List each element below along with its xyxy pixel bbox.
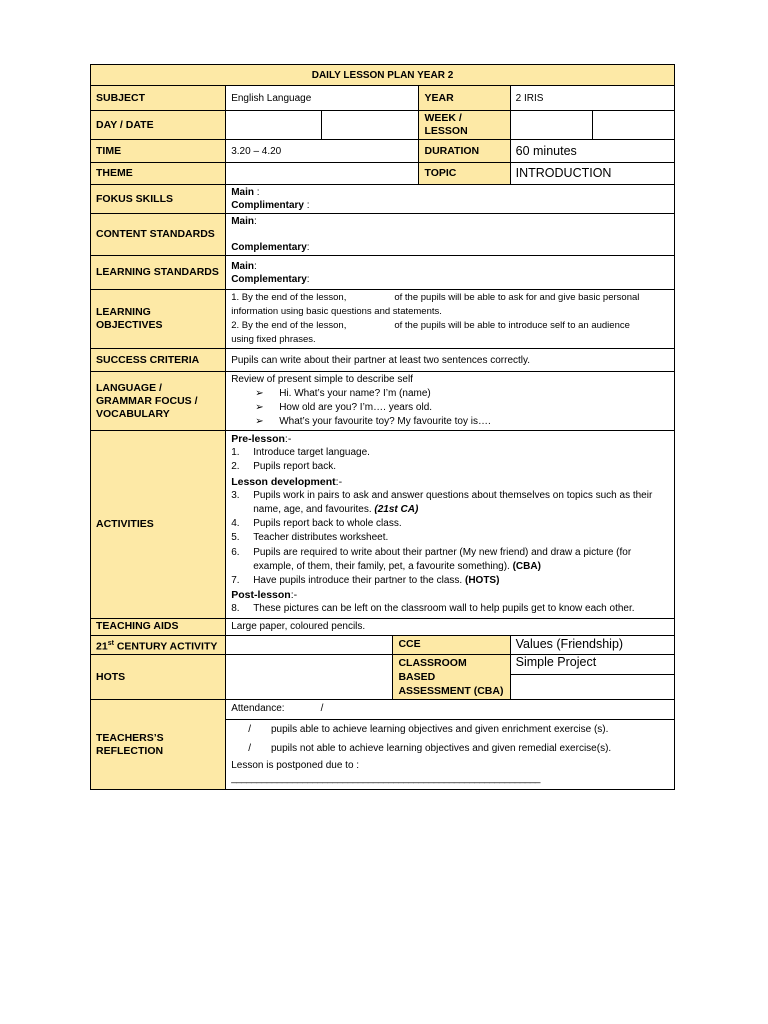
- cce-label: CCE: [393, 635, 510, 655]
- activities-label: ACTIVITIES: [91, 431, 226, 619]
- learning-standards-label: LEARNING STANDARDS: [91, 256, 226, 290]
- topic-value: INTRODUCTION: [510, 163, 674, 185]
- list-item: [231, 415, 669, 429]
- time-value: 3.20 – 4.20: [226, 140, 419, 163]
- page-title: DAILY LESSON PLAN YEAR 2: [91, 65, 675, 86]
- theme-label: THEME: [91, 163, 226, 185]
- lesson-value: [592, 111, 674, 140]
- not-able-slash: /: [248, 743, 251, 755]
- objective-2-start: 2. By the end of the lesson,: [231, 320, 347, 331]
- fokus-comp-suffix: :: [304, 200, 310, 211]
- cba-cell: [510, 655, 674, 700]
- item-number: 3.: [231, 489, 240, 501]
- cce-value: Values (Friendship): [510, 635, 674, 655]
- content-main-label: Main: [231, 216, 254, 227]
- century-label-sup: st: [107, 639, 114, 647]
- objective-1-start: 1. By the end of the lesson,: [231, 292, 347, 303]
- list-item: [231, 546, 669, 574]
- fokus-main-label: Main: [231, 187, 254, 198]
- list-item: [231, 387, 669, 401]
- teaching-aids-label: TEACHING AIDS: [91, 618, 226, 635]
- postponed-reason-line: _____________________________________________________________: [231, 773, 540, 785]
- item-number: 8.: [231, 603, 240, 615]
- post-lesson-list: [231, 602, 669, 616]
- ls-main-suffix: :: [253, 260, 257, 272]
- century-activity-label: [91, 635, 226, 655]
- able-slash: /: [248, 724, 251, 736]
- item-number: 4.: [231, 518, 240, 530]
- reflection-cell: [226, 700, 675, 790]
- item-text: Pupils report back.: [253, 461, 337, 473]
- lesson-plan-table: [90, 64, 675, 790]
- day-value: [226, 111, 322, 140]
- year-value: 2 IRIS: [510, 86, 674, 111]
- subject-value: English Language: [226, 86, 419, 111]
- list-item: [231, 574, 669, 588]
- language-focus-intro: Review of present simple to describe self: [231, 374, 413, 385]
- item-text: Introduce target language.: [253, 447, 370, 459]
- pre-lesson-heading: Pre-lesson: [231, 433, 285, 445]
- list-item: [231, 446, 669, 460]
- century-activity-value: [226, 635, 393, 655]
- time-label: TIME: [91, 140, 226, 163]
- postponed-text: Lesson is postponed due to :: [231, 760, 360, 772]
- year-label: YEAR: [419, 86, 510, 111]
- learning-objectives-label: LEARNING OBJECTIVES: [91, 290, 226, 349]
- able-line: [226, 720, 674, 738]
- activities-value: [226, 431, 675, 619]
- list-item: [231, 602, 669, 616]
- item-text: These pictures can be left on the classroom wall to help pupils get to know each other.: [253, 603, 635, 615]
- learning-standards-value: [226, 256, 675, 290]
- duration-value: 60 minutes: [510, 140, 674, 163]
- content-standards-label: CONTENT STANDARDS: [91, 214, 226, 256]
- not-able-line: [226, 738, 674, 757]
- item-tag: (21st CA): [374, 504, 419, 516]
- week-lesson-label: WEEK / LESSON: [419, 111, 510, 140]
- ls-comp-label: Complementary: [231, 273, 307, 285]
- attendance-slash: /: [320, 703, 324, 715]
- language-focus-item-text: How old are you? I’m…. years old.: [279, 402, 433, 413]
- duration-label: DURATION: [419, 140, 510, 163]
- subject-label: SUBJECT: [91, 86, 226, 111]
- teaching-aids-value: Large paper, coloured pencils.: [226, 618, 675, 635]
- fokus-comp-label: Complimentary: [231, 200, 304, 211]
- fokus-skills-label: FOKUS SKILLS: [91, 185, 226, 214]
- objective-1-end: of the pupils will be able to ask for and give basic personal: [394, 292, 640, 303]
- list-item: [231, 401, 669, 415]
- language-focus-item-text: Hi. What’s your name? I’m (name): [279, 388, 431, 399]
- success-criteria-value: Pupils can write about their partner at least two sentences correctly.: [226, 349, 675, 372]
- item-number: 6.: [231, 546, 240, 558]
- objective-2-cont: using fixed phrases.: [231, 334, 316, 345]
- lesson-plan-document: [90, 64, 675, 790]
- item-number: 1.: [231, 447, 240, 459]
- objective-2-end: of the pupils will be able to introduce self to an audience: [394, 320, 630, 331]
- item-number: 7.: [231, 575, 240, 587]
- language-focus-value: [226, 372, 675, 431]
- content-comp-label: Complementary: [231, 242, 307, 253]
- item-tag: (CBA): [512, 560, 541, 572]
- pre-lesson-suffix: :-: [284, 433, 292, 445]
- item-number: 2.: [231, 461, 240, 473]
- learning-objectives-value: [226, 290, 675, 349]
- item-text: Pupils work in pairs to ask and answer questions about themselves on topics such as their name, age, and favourites.: [253, 489, 653, 516]
- not-able-text: pupils not able to achieve learning objectives and given remedial exercise(s).: [270, 743, 612, 755]
- hots-value: [226, 655, 393, 700]
- fokus-skills-value: [226, 185, 675, 214]
- success-criteria-label: SUCCESS CRITERIA: [91, 349, 226, 372]
- content-main-suffix: :: [253, 216, 257, 227]
- objective-1-cont: information using basic questions and statements.: [231, 306, 442, 317]
- arrow-bullet-icon: ➢: [255, 388, 264, 399]
- century-label-number: 21: [96, 640, 108, 653]
- list-item: [231, 531, 669, 545]
- lesson-development-heading: Lesson development: [231, 475, 336, 488]
- item-number: 5.: [231, 532, 240, 544]
- lesson-development-suffix: :-: [335, 475, 343, 488]
- reflection-label: TEACHERS’S REFLECTION: [91, 700, 226, 790]
- language-focus-list: [231, 387, 669, 429]
- theme-value: [226, 163, 419, 185]
- cba-value: Simple Project: [511, 655, 674, 675]
- content-comp-suffix: :: [306, 242, 310, 253]
- list-item: [231, 489, 669, 517]
- list-item: [231, 460, 669, 474]
- attendance-label: Attendance:: [231, 703, 285, 715]
- attendance-line: [226, 700, 674, 720]
- able-text: pupils able to achieve learning objectives and given enrichment exercise (s).: [270, 724, 609, 736]
- pre-lesson-list: [231, 446, 669, 474]
- century-label-rest: CENTURY ACTIVITY: [113, 640, 218, 653]
- topic-label: TOPIC: [419, 163, 510, 185]
- item-text: Teacher distributes worksheet.: [253, 532, 389, 544]
- post-lesson-suffix: :-: [290, 589, 298, 602]
- week-value: [510, 111, 592, 140]
- post-lesson-heading: Post-lesson: [231, 589, 291, 602]
- list-item: [231, 517, 669, 531]
- date-value: [322, 111, 419, 140]
- content-standards-value: [226, 214, 675, 256]
- hots-label: HOTS: [91, 655, 226, 700]
- day-date-label: DAY / DATE: [91, 111, 226, 140]
- fokus-main-suffix: :: [253, 187, 260, 198]
- item-text: Pupils are required to write about their partner (My new friend) and draw a picture (for example, of them, their family, pet, a favourite something).: [253, 546, 632, 572]
- ls-main-label: Main: [231, 260, 254, 272]
- item-tag: (HOTS): [464, 575, 500, 587]
- ls-comp-suffix: :: [306, 273, 310, 285]
- item-text: Have pupils introduce their partner to the class.: [253, 575, 463, 587]
- language-focus-label: LANGUAGE / GRAMMAR FOCUS / VOCABULARY: [91, 372, 226, 431]
- arrow-bullet-icon: ➢: [255, 402, 264, 413]
- development-list: [231, 489, 669, 588]
- arrow-bullet-icon: ➢: [255, 416, 264, 427]
- item-text: Pupils report back to whole class.: [253, 518, 402, 530]
- language-focus-item-text: What’s your favourite toy? My favourite toy is….: [279, 416, 491, 427]
- cba-label: CLASSROOM BASED ASSESSMENT (CBA): [393, 655, 510, 700]
